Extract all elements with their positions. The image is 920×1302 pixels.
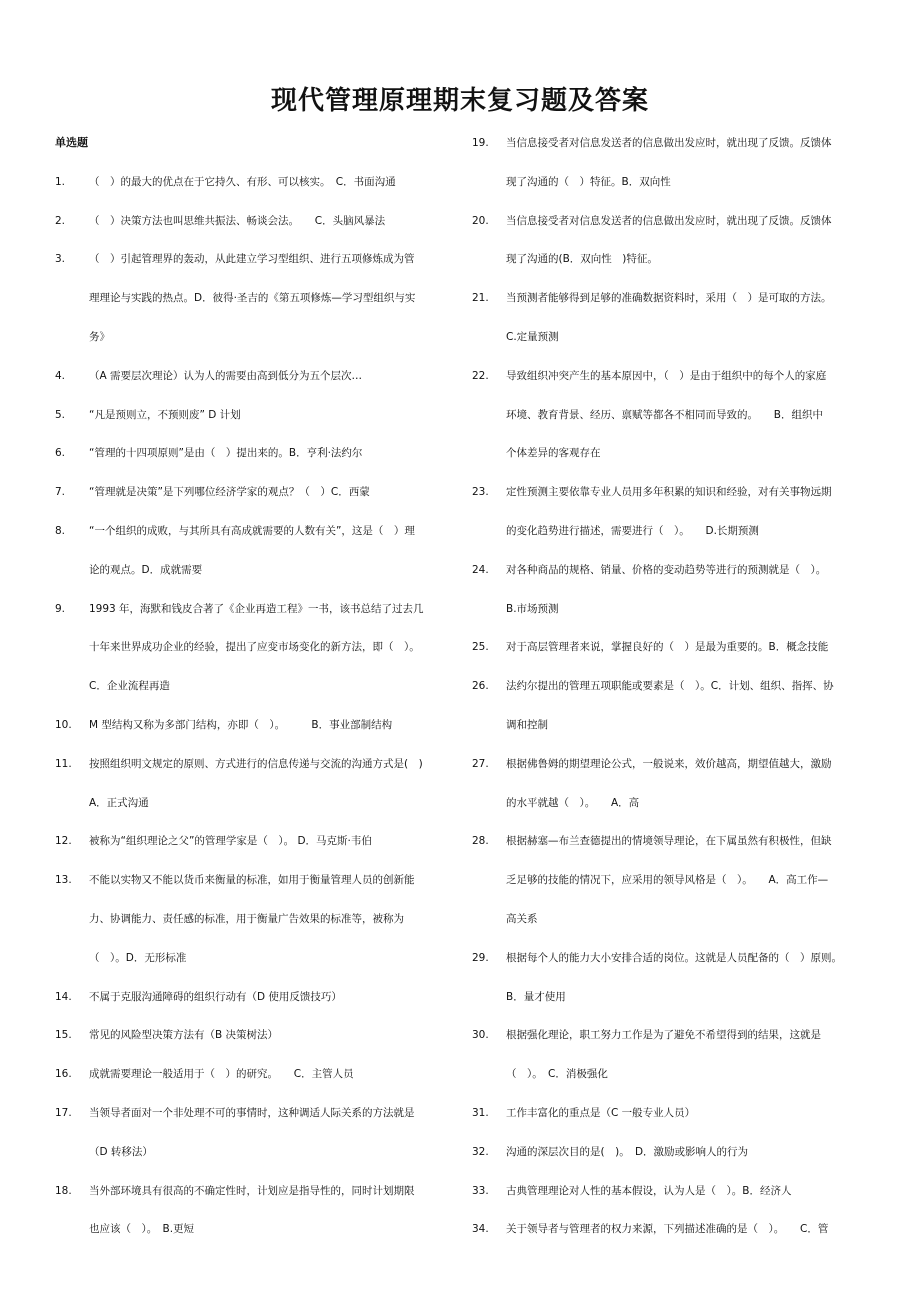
question-number (55, 904, 89, 943)
question-text: 根据赫塞—布兰查德提出的情境领导理论，在下属虽然有积极性，但缺 (506, 835, 832, 848)
question-line (472, 594, 872, 633)
question-text: 也应该（ ）。 B.更短 (89, 1223, 195, 1236)
question-text: A．正式沟通 (89, 796, 149, 809)
question-item (472, 1214, 872, 1253)
question-text: 关于领导者与管理者的权力来源，下列描述准确的是（ ）。 C．管 (506, 1223, 829, 1236)
question-line (472, 1137, 872, 1176)
question-number: 2. (55, 214, 66, 227)
question-text: 被称为“组织理论之父”的管理学家是（ ）。 D．马克斯·韦伯 (89, 835, 372, 848)
question-number: 9. (55, 602, 66, 615)
question-number: 15. (55, 1029, 72, 1042)
question-item (55, 1020, 455, 1059)
question-number: 3. (55, 253, 66, 266)
question-number: 21. (472, 292, 489, 305)
question-number (55, 1137, 89, 1176)
question-line (472, 244, 872, 283)
question-text: M 型结构又称为多部门结构，亦即（ ）。 B．事业部制结构 (89, 718, 393, 731)
question-text: 不能以实物又不能以货币来衡量的标准，如用于衡量管理人员的创新能 (89, 874, 415, 887)
question-item (472, 206, 872, 284)
question-line (55, 826, 455, 865)
question-line (55, 904, 455, 943)
question-text: （D 转移法） (89, 1145, 153, 1158)
question-line (472, 1059, 872, 1098)
question-number: 7. (55, 486, 66, 499)
question-text: 论的观点。D．成就需要 (89, 563, 203, 576)
question-number: 14. (55, 990, 72, 1003)
question-number: 11. (55, 757, 72, 770)
question-line (55, 206, 455, 245)
question-number: 32. (472, 1145, 489, 1158)
question-number: 13. (55, 874, 72, 887)
right-column (472, 128, 872, 1253)
question-line (55, 1098, 455, 1137)
question-line (55, 632, 455, 671)
question-line (55, 1214, 455, 1253)
question-line (55, 283, 455, 322)
question-item (472, 826, 872, 942)
question-number (55, 555, 89, 594)
question-text: 个体差异的客观存在 (506, 447, 601, 460)
question-text: “凡是预则立，不预则废” D 计划 (89, 408, 241, 421)
question-item (472, 555, 872, 633)
question-number: 33. (472, 1184, 489, 1197)
question-line (55, 710, 455, 749)
question-text: 法约尔提出的管理五项职能或要素是（ ）。C．计划、组织、指挥、协 (506, 680, 834, 693)
question-text: C．企业流程再造 (89, 680, 170, 693)
question-number: 12. (55, 835, 72, 848)
question-text: 乏足够的技能的情况下，应采用的领导风格是（ ）。 A．高工作— (506, 874, 829, 887)
question-item (55, 594, 455, 710)
question-line (472, 904, 872, 943)
question-number: 30. (472, 1029, 489, 1042)
question-item (55, 749, 455, 827)
question-number (55, 322, 89, 361)
question-text: 的变化趋势进行描述，需要进行（ ）。 D.长期预测 (506, 524, 759, 537)
question-line (472, 555, 872, 594)
question-text: 对于高层管理者来说，掌握良好的（ ）是最为重要的。B．概念技能 (506, 641, 829, 654)
question-line (55, 943, 455, 982)
question-item (472, 283, 872, 361)
question-item (472, 1137, 872, 1176)
question-text: （A 需要层次理论）认为人的需要由高到低分为五个层次… (89, 369, 363, 382)
question-line (472, 826, 872, 865)
question-text: 现了沟通的（ ）特征。B．双向性 (506, 175, 671, 188)
question-line (472, 1214, 872, 1253)
question-number: 19. (472, 137, 489, 149)
question-text: C.定量预测 (506, 330, 559, 343)
question-text: （ ）。D．无形标准 (89, 951, 187, 964)
question-item (55, 982, 455, 1021)
question-line (55, 1137, 455, 1176)
question-text: B.市场预测 (506, 602, 559, 615)
question-line (472, 1098, 872, 1137)
question-item (472, 1098, 872, 1137)
question-item (472, 128, 872, 206)
question-number: 10. (55, 718, 72, 731)
question-line (55, 594, 455, 633)
question-line (55, 1176, 455, 1215)
question-number: 27. (472, 757, 489, 770)
question-text: （ ）。 C．消极强化 (506, 1068, 608, 1081)
question-item (55, 400, 455, 439)
question-item (55, 1059, 455, 1098)
question-item (55, 1098, 455, 1176)
question-number (472, 982, 506, 1021)
question-line (55, 438, 455, 477)
document-title: 现代管理原理期末复习题及答案 (270, 86, 649, 116)
question-text: 根据强化理论，职工努力工作是为了避免不希望得到的结果，这就是 (506, 1029, 821, 1042)
question-line (55, 555, 455, 594)
question-text: 力、协调能力、责任感的标准，用于衡量广告效果的标准等，被称为 (89, 912, 404, 925)
question-number: 28. (472, 835, 489, 848)
question-line (55, 167, 455, 206)
question-text: 当信息接受者对信息发送者的信息做出发应时，就出现了反馈。反馈体 (506, 137, 832, 149)
question-number (472, 438, 506, 477)
question-line (472, 206, 872, 245)
question-item (55, 516, 455, 594)
question-item (55, 206, 455, 245)
question-number (472, 788, 506, 827)
question-text: 环境、教育背景、经历、禀赋等都各不相同而导致的。 B．组织中 (506, 408, 823, 421)
question-text: 按照组织明文规定的原则、方式进行的信息传递与交流的沟通方式是( ) (89, 757, 423, 770)
question-text: 当外部环境具有很高的不确定性时，计划应是指导性的，同时计划期限 (89, 1184, 415, 1197)
question-number (472, 710, 506, 749)
question-text: 现了沟通的(B．双向性 )特征。 (506, 253, 658, 266)
question-text: 成就需要理论一般适用于（ ）的研究。 C．主管人员 (89, 1068, 354, 1081)
question-line (472, 477, 872, 516)
question-line (55, 1020, 455, 1059)
question-text: 根据每个人的能力大小安排合适的岗位。这就是人员配备的（ ）原则。 (506, 951, 842, 964)
question-number (472, 594, 506, 633)
question-number (472, 244, 506, 283)
question-line (472, 710, 872, 749)
question-number: 29. (472, 951, 489, 964)
question-line (55, 477, 455, 516)
question-item (55, 477, 455, 516)
question-text: 的水平就越（ ）。 A．高 (506, 796, 640, 809)
question-number (472, 904, 506, 943)
question-text: 导致组织冲突产生的基本原因中，（ ）是由于组织中的每个人的家庭 (506, 369, 827, 382)
question-item (55, 710, 455, 749)
question-line (472, 361, 872, 400)
question-number: 20. (472, 214, 489, 227)
question-item (55, 167, 455, 206)
left-column (55, 128, 455, 1253)
question-item (55, 244, 455, 360)
question-line (55, 322, 455, 361)
question-text: B．量才使用 (506, 990, 566, 1003)
question-item (472, 361, 872, 477)
question-number: 1. (55, 175, 66, 188)
question-text: 务》 (89, 330, 110, 343)
question-item (472, 749, 872, 827)
question-text: （ ）引起管理界的轰动，从此建立学习型组织、进行五项修炼成为管 (89, 253, 415, 266)
question-text: 不属于克服沟通障碍的组织行动有（D 使用反馈技巧） (89, 990, 342, 1003)
question-text: 十年来世界成功企业的经验，提出了应变市场变化的新方法，即（ ）。 (89, 641, 420, 654)
question-number (55, 283, 89, 322)
question-item (55, 1176, 455, 1254)
question-line (472, 438, 872, 477)
question-line (55, 361, 455, 400)
question-line (472, 943, 872, 982)
question-item (472, 1176, 872, 1215)
question-line (472, 632, 872, 671)
question-text: “管理就是决策”是下列哪位经济学家的观点？（ ）C．西蒙 (89, 486, 370, 499)
question-item (55, 361, 455, 400)
question-text: “一个组织的成败，与其所具有高成就需要的人数有关”，这是（ ）理 (89, 524, 415, 537)
question-line (472, 671, 872, 710)
question-number: 22. (472, 369, 489, 382)
question-item (472, 671, 872, 749)
question-number: 17. (55, 1106, 72, 1119)
question-number (55, 788, 89, 827)
question-text: 定性预测主要依靠专业人员用多年积累的知识和经验，对有关事物远期 (506, 486, 832, 499)
question-number: 6. (55, 447, 66, 460)
question-item (472, 477, 872, 555)
question-line (472, 1020, 872, 1059)
question-text: 对各种商品的规格、销量、价格的变动趋势等进行的预测就是（ ）。 (506, 563, 827, 576)
question-text: 工作丰富化的重点是（C 一般专业人员） (506, 1106, 696, 1119)
question-line (472, 1176, 872, 1215)
question-number: 5. (55, 408, 66, 421)
question-text: 1993 年，海默和钱皮合著了《企业再造工程》一书，该书总结了过去几 (89, 602, 424, 615)
question-number: 4. (55, 369, 66, 382)
question-number (472, 167, 506, 206)
question-line (472, 167, 872, 206)
question-text: 高关系 (506, 912, 538, 925)
question-line (55, 671, 455, 710)
question-number (55, 632, 89, 671)
question-line (55, 244, 455, 283)
question-number: 34. (472, 1223, 489, 1236)
section-label: 单选题 (55, 136, 88, 149)
question-item (55, 865, 455, 981)
question-text: 当预测者能够得到足够的准确数据资料时，采用（ ）是可取的方法。 (506, 292, 832, 305)
question-number: 26. (472, 680, 489, 693)
question-number (55, 1214, 89, 1253)
question-line (55, 982, 455, 1021)
question-item (55, 438, 455, 477)
question-number (472, 516, 506, 555)
question-text: 当信息接受者对信息发送者的信息做出发应时，就出现了反馈。反馈体 (506, 214, 832, 227)
question-line (55, 865, 455, 904)
question-number (472, 865, 506, 904)
question-number: 8. (55, 524, 66, 537)
question-item (472, 1020, 872, 1098)
question-item (472, 632, 872, 671)
question-number (472, 322, 506, 361)
question-line (55, 1059, 455, 1098)
question-number: 31. (472, 1106, 489, 1119)
question-text: 调和控制 (506, 718, 548, 731)
question-text: （ ）决策方法也叫思维共振法、畅谈会法。 C．头脑风暴法 (89, 214, 386, 227)
question-line (55, 788, 455, 827)
question-line (472, 516, 872, 555)
question-item (55, 826, 455, 865)
question-text: （ ）的最大的优点在于它持久、有形、可以核实。 C．书面沟通 (89, 175, 396, 188)
question-line (472, 400, 872, 439)
question-line (55, 516, 455, 555)
question-line (55, 749, 455, 788)
question-line (472, 788, 872, 827)
question-number (472, 1059, 506, 1098)
question-line (472, 749, 872, 788)
question-line (472, 865, 872, 904)
question-number: 16. (55, 1068, 72, 1081)
question-text: 沟通的深层次目的是( )。 D．激励或影响人的行为 (506, 1145, 749, 1158)
question-number (55, 943, 89, 982)
question-text: 根据佛鲁姆的期望理论公式，一般说来，效价越高，期望值越大，激励 (506, 757, 832, 770)
question-number: 25. (472, 641, 489, 654)
question-text: 理理论与实践的热点。D．彼得·圣吉的《第五项修炼—学习型组织与实 (89, 292, 416, 305)
question-text: “管理的十四项原则”是由（ ）提出来的。B．亨利·法约尔 (89, 447, 363, 460)
question-number (55, 671, 89, 710)
question-text: 当领导者面对一个非处理不可的事情时，这种调适人际关系的方法就是 (89, 1106, 415, 1119)
right-question-list (472, 128, 872, 1253)
question-line (472, 283, 872, 322)
question-line (55, 400, 455, 439)
question-text: 古典管理理论对人性的基本假设，认为人是（ ）。B．经济人 (506, 1184, 792, 1197)
question-number: 18. (55, 1184, 72, 1197)
question-number (472, 400, 506, 439)
question-line (472, 322, 872, 361)
left-question-list (55, 167, 455, 1253)
question-line (472, 982, 872, 1021)
question-line (472, 128, 872, 167)
question-item (472, 943, 872, 1021)
question-number: 24. (472, 563, 489, 576)
question-text: 常见的风险型决策方法有（B 决策树法） (89, 1029, 279, 1042)
question-number: 23. (472, 486, 489, 499)
